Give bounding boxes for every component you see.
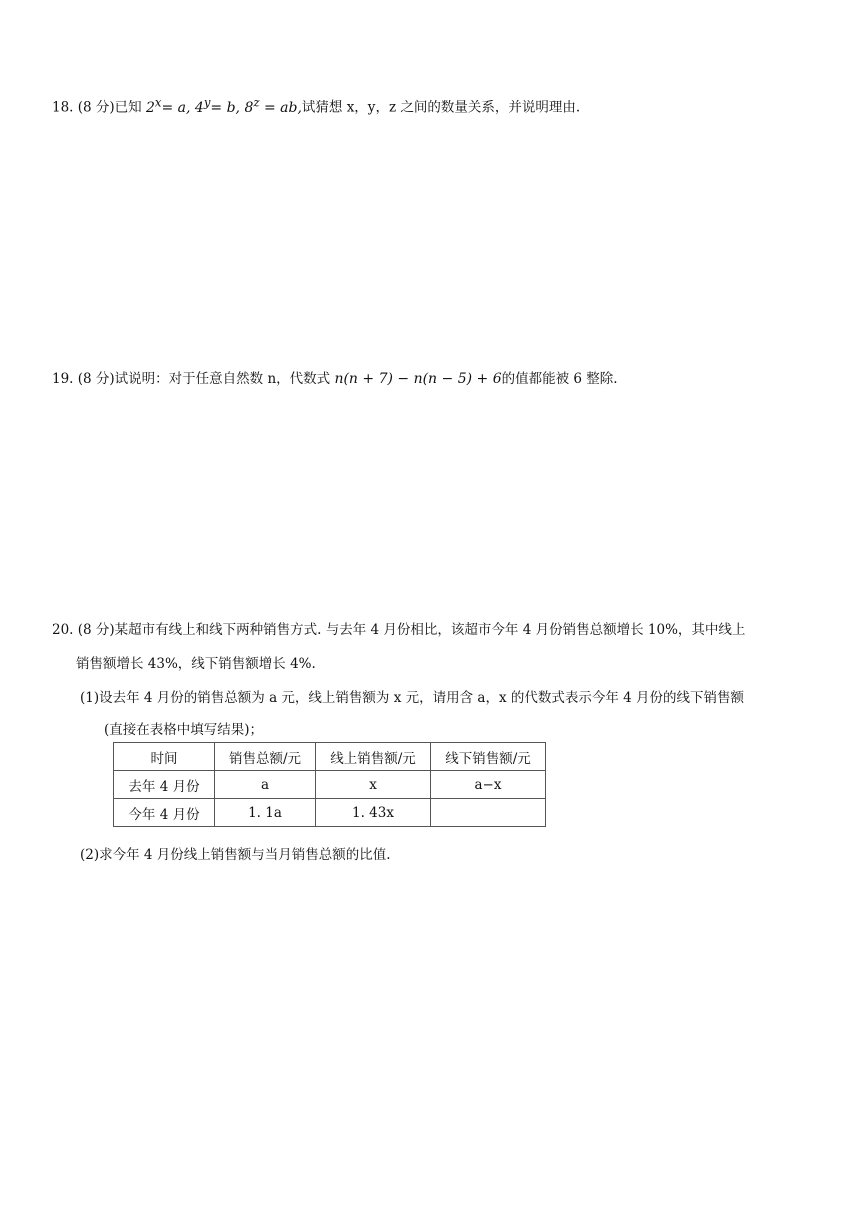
table-row <box>114 771 546 799</box>
table-header-cell: 线上销售额/元 <box>316 743 431 771</box>
question-20-part-1-line-1: (1)设去年 4 月份的销售总额为 a 元，线上销售额为 x 元，请用含 a，x 的代数式表示今年 4 月份的线下销售额 <box>80 690 745 706</box>
table-cell: a <box>215 771 316 799</box>
table-header-cell: 线下销售额/元 <box>431 743 546 771</box>
table-cell: 去年 4 月份 <box>114 771 215 799</box>
table-cell: x <box>316 771 431 799</box>
question-19 <box>52 369 812 389</box>
q18-prefix: 18. (8 分)已知 <box>52 99 146 116</box>
table-header-cell: 时间 <box>114 743 215 771</box>
question-20-line-2: 销售额增长 43%，线下销售额增长 4%. <box>76 656 316 672</box>
question-18 <box>52 92 812 118</box>
table-row <box>114 799 546 827</box>
q18-formula: $2^x= a$, $4^y= b$, $8^z$ = ab, <box>145 95 302 116</box>
table-header-row <box>114 743 546 771</box>
answer-blank-cell[interactable] <box>431 799 546 827</box>
q19-suffix: 的值都能被 6 整除. <box>501 371 618 387</box>
q19-prefix: 19. (8 分)试说明：对于任意自然数 n，代数式 <box>52 371 335 387</box>
q19-formula: n(n + 7) − n(n − 5) + 6 <box>334 371 502 387</box>
table-cell: a−x <box>431 771 546 799</box>
sales-table <box>113 742 546 827</box>
table-cell: 1. 1a <box>215 799 316 827</box>
table-header-cell: 销售总额/元 <box>215 743 316 771</box>
question-20-line-1: 20. (8 分)某超市有线上和线下两种销售方式. 与去年 4 月份相比，该超市今年 4 月份销售总额增长 10%，其中线上 <box>52 622 746 638</box>
table-cell: 1. 43x <box>316 799 431 827</box>
table-cell: 今年 4 月份 <box>114 799 215 827</box>
q18-suffix: 试猜想 x，y，z 之间的数量关系，并说明理由. <box>301 99 581 116</box>
question-20-part-2: (2)求今年 4 月份线上销售额与当月销售总额的比值. <box>80 847 391 863</box>
question-20-part-1-line-2: (直接在表格中填写结果)； <box>104 722 264 738</box>
